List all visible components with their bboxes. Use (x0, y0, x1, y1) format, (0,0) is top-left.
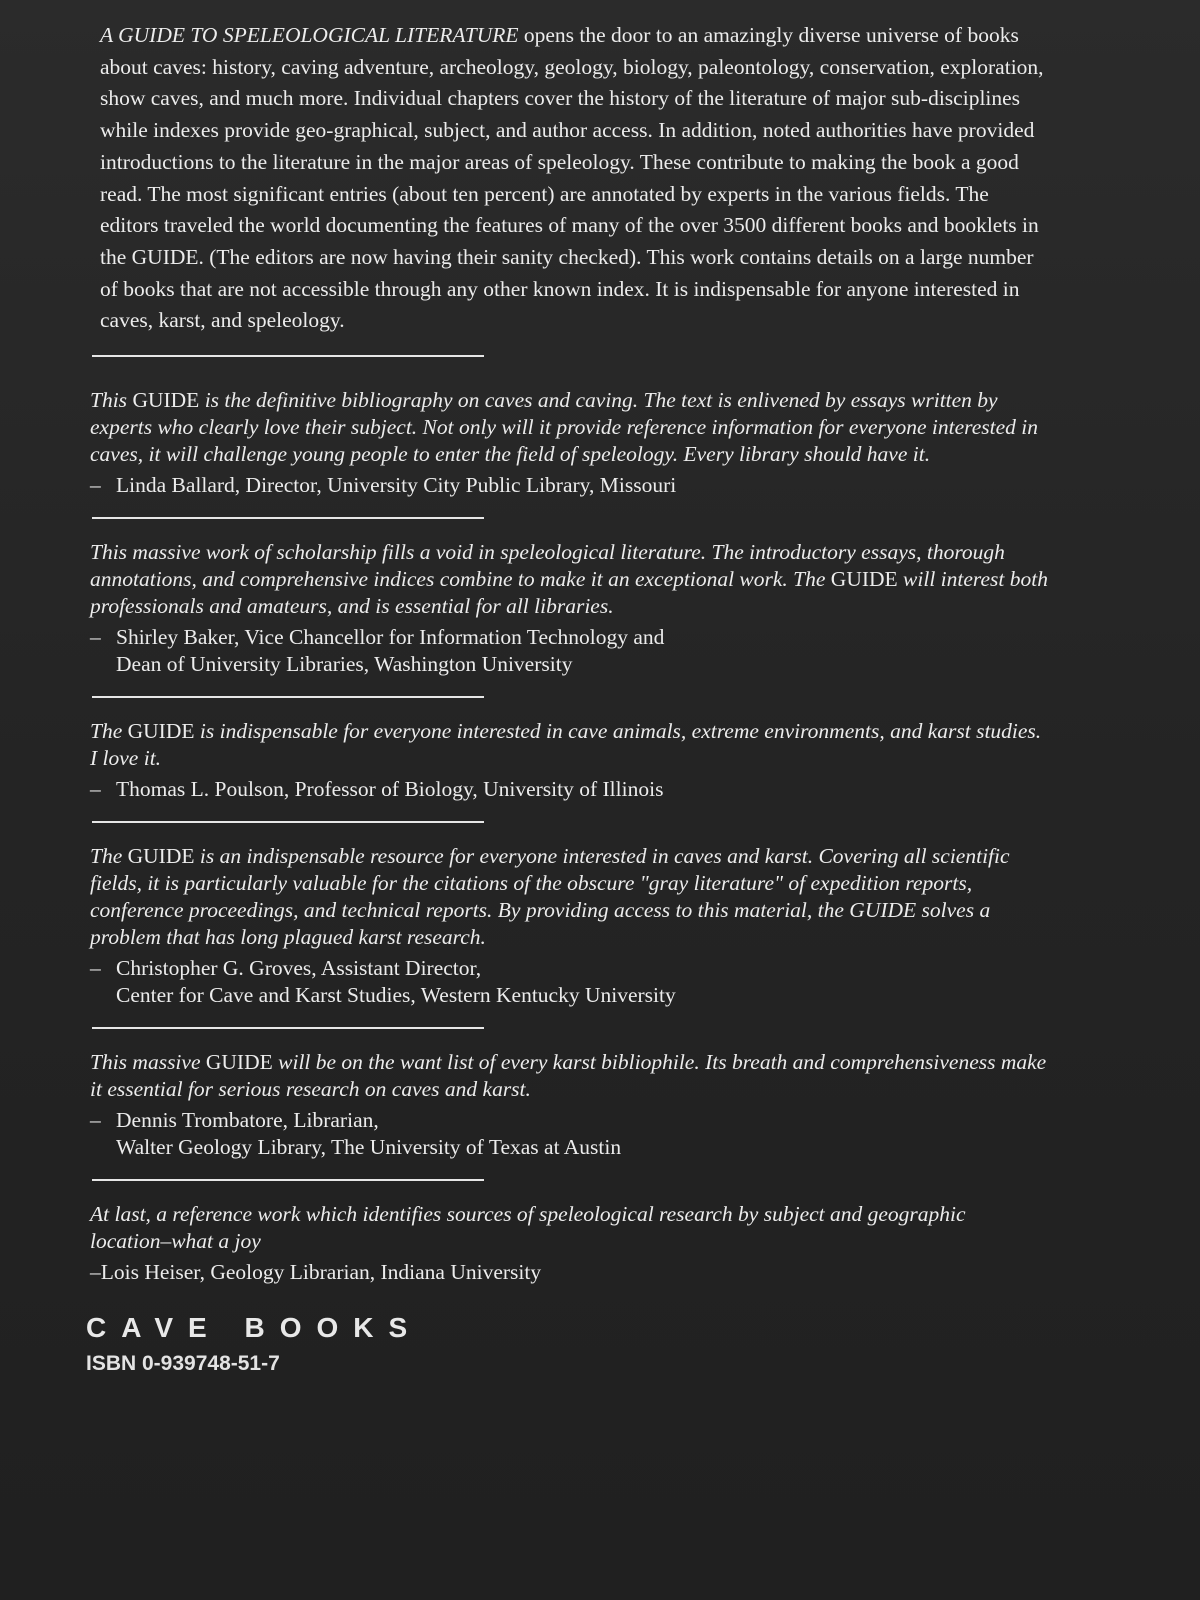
intro-paragraph (86, 20, 1050, 337)
review-attribution: – Thomas L. Poulson, Professor of Biology, University of Illinois (90, 777, 664, 802)
divider (92, 355, 484, 357)
review-text: This GUIDE is the definitive bibliography on caves and caving. The text is enlivened by essays written by experts who clearly love their subject. Not only will it provide reference information for everyone interested in caves, it will challenge young people to enter the field of speleology. Every library should have it. (90, 388, 1038, 467)
review-blurb (86, 539, 1050, 678)
review-attribution: – Shirley Baker, Vice Chancellor for Information Technology and Dean of University Libraries, Washington University (90, 625, 665, 677)
isbn: ISBN 0-939748-51-7 (86, 1352, 280, 1376)
review-blurb (86, 1049, 1050, 1161)
review-blurb (86, 1201, 1050, 1286)
review-text: At last, a reference work which identifies sources of speleological research by subject and geographic location–what a joy (90, 1202, 966, 1254)
review-attribution: –Lois Heiser, Geology Librarian, Indiana University (90, 1260, 542, 1285)
divider (92, 1179, 484, 1181)
divider (92, 696, 484, 698)
book-title: A GUIDE TO SPELEOLOGICAL LITERATURE (100, 23, 519, 47)
review-attribution: – Christopher G. Groves, Assistant Director, Center for Cave and Karst Studies, Western Kentucky University (90, 956, 676, 1008)
review-text: The GUIDE is an indispensable resource for everyone interested in caves and karst. Covering all scientific fields, it is particularly valuable for the citations of the obscure "gray literature" of expedition reports, conference proceedings, and technical reports. By providing access to this material, the GUIDE solves a problem that has long plagued karst research. (90, 844, 1010, 950)
divider (92, 821, 484, 823)
review-attribution: – Linda Ballard, Director, University City Public Library, Missouri (90, 473, 677, 498)
publisher-name: CAVE BOOKS (86, 1312, 423, 1344)
review-text: This massive GUIDE will be on the want list of every karst bibliophile. Its breath and comprehensiveness make it essential for serious research on caves and karst. (90, 1050, 1047, 1102)
review-blurb (86, 387, 1050, 499)
review-attribution: – Dennis Trombatore, Librarian, Walter Geology Library, The University of Texas at Austin (90, 1108, 622, 1160)
review-text: The GUIDE is indispensable for everyone interested in cave animals, extreme environments, and karst studies. I love it. (90, 719, 1042, 771)
review-text: This massive work of scholarship fills a void in speleological literature. The introductory essays, thorough annotations, and comprehensive indices combine to make it an exceptional work. The GUIDE will interest both professionals and amateurs, and is essential for all libraries. (90, 540, 1048, 619)
divider (92, 517, 484, 519)
review-blurb (86, 843, 1050, 1009)
intro-text: opens the door to an amazingly diverse universe of books about caves: history, caving adventure, archeology, geology, biology, paleontology, conservation, exploration, show caves, and much more. Individual chapters cover the history of the literature of major sub-disciplines while indexes provide geo-graphical, subject, and author access. In addition, noted authorities have provided introductions to the literature in the major areas of speleology. These contribute to making the book a good read. The most significant entries (about ten percent) are annotated by experts in the various fields. The editors traveled the world documenting the features of many of the over 3500 different books and booklets in the GUIDE. (The editors are now having their sanity checked). This work contains details on a large number of books that are not accessible through any other known index. It is indispensable for anyone interested in caves, karst, and speleology. (100, 23, 1044, 333)
divider (92, 1027, 484, 1029)
review-blurb (86, 718, 1050, 803)
